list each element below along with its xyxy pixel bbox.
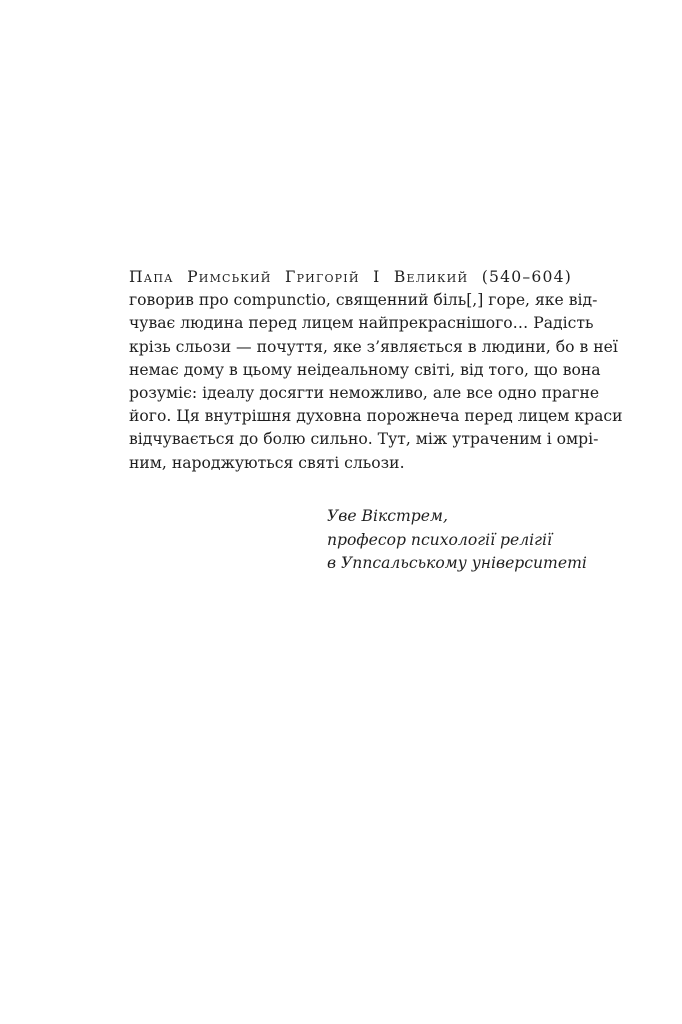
epigraph-line-last: ним, народжуються святі сльози. [129, 453, 405, 472]
epigraph-line: немає дому в цьому неідеальному світі, від того, що вона [129, 360, 601, 379]
epigraph-attribution [327, 505, 587, 576]
attribution-affiliation: в Уппсальському університеті [327, 554, 587, 572]
epigraph-line: крізь сльози — почуття, яке з’являється в людини, бо в неї [129, 337, 618, 356]
epigraph-block [129, 266, 623, 475]
epigraph-line: його. Ця внутрішня духовна порожнеча перед лицем краси [129, 407, 623, 426]
epigraph-line: відчувається до болю сильно. Тут, між утраченим і омрі- [129, 430, 599, 449]
epigraph-lead-in: Папа Римський Григорій I Великий (540–604) [129, 268, 572, 286]
epigraph-line: розуміє: ідеалу досягти неможливо, але все одно прагне [129, 384, 600, 403]
epigraph-text [129, 266, 623, 475]
attribution-author: Уве Вікстрем, [327, 507, 448, 525]
epigraph-line: говорив про compunctio, священний біль[,] горе, яке від- [129, 291, 598, 310]
epigraph-line: чуває людина перед лицем найпрекраснішого… Радість [129, 314, 594, 333]
attribution-title: професор психології релігії [327, 530, 553, 549]
